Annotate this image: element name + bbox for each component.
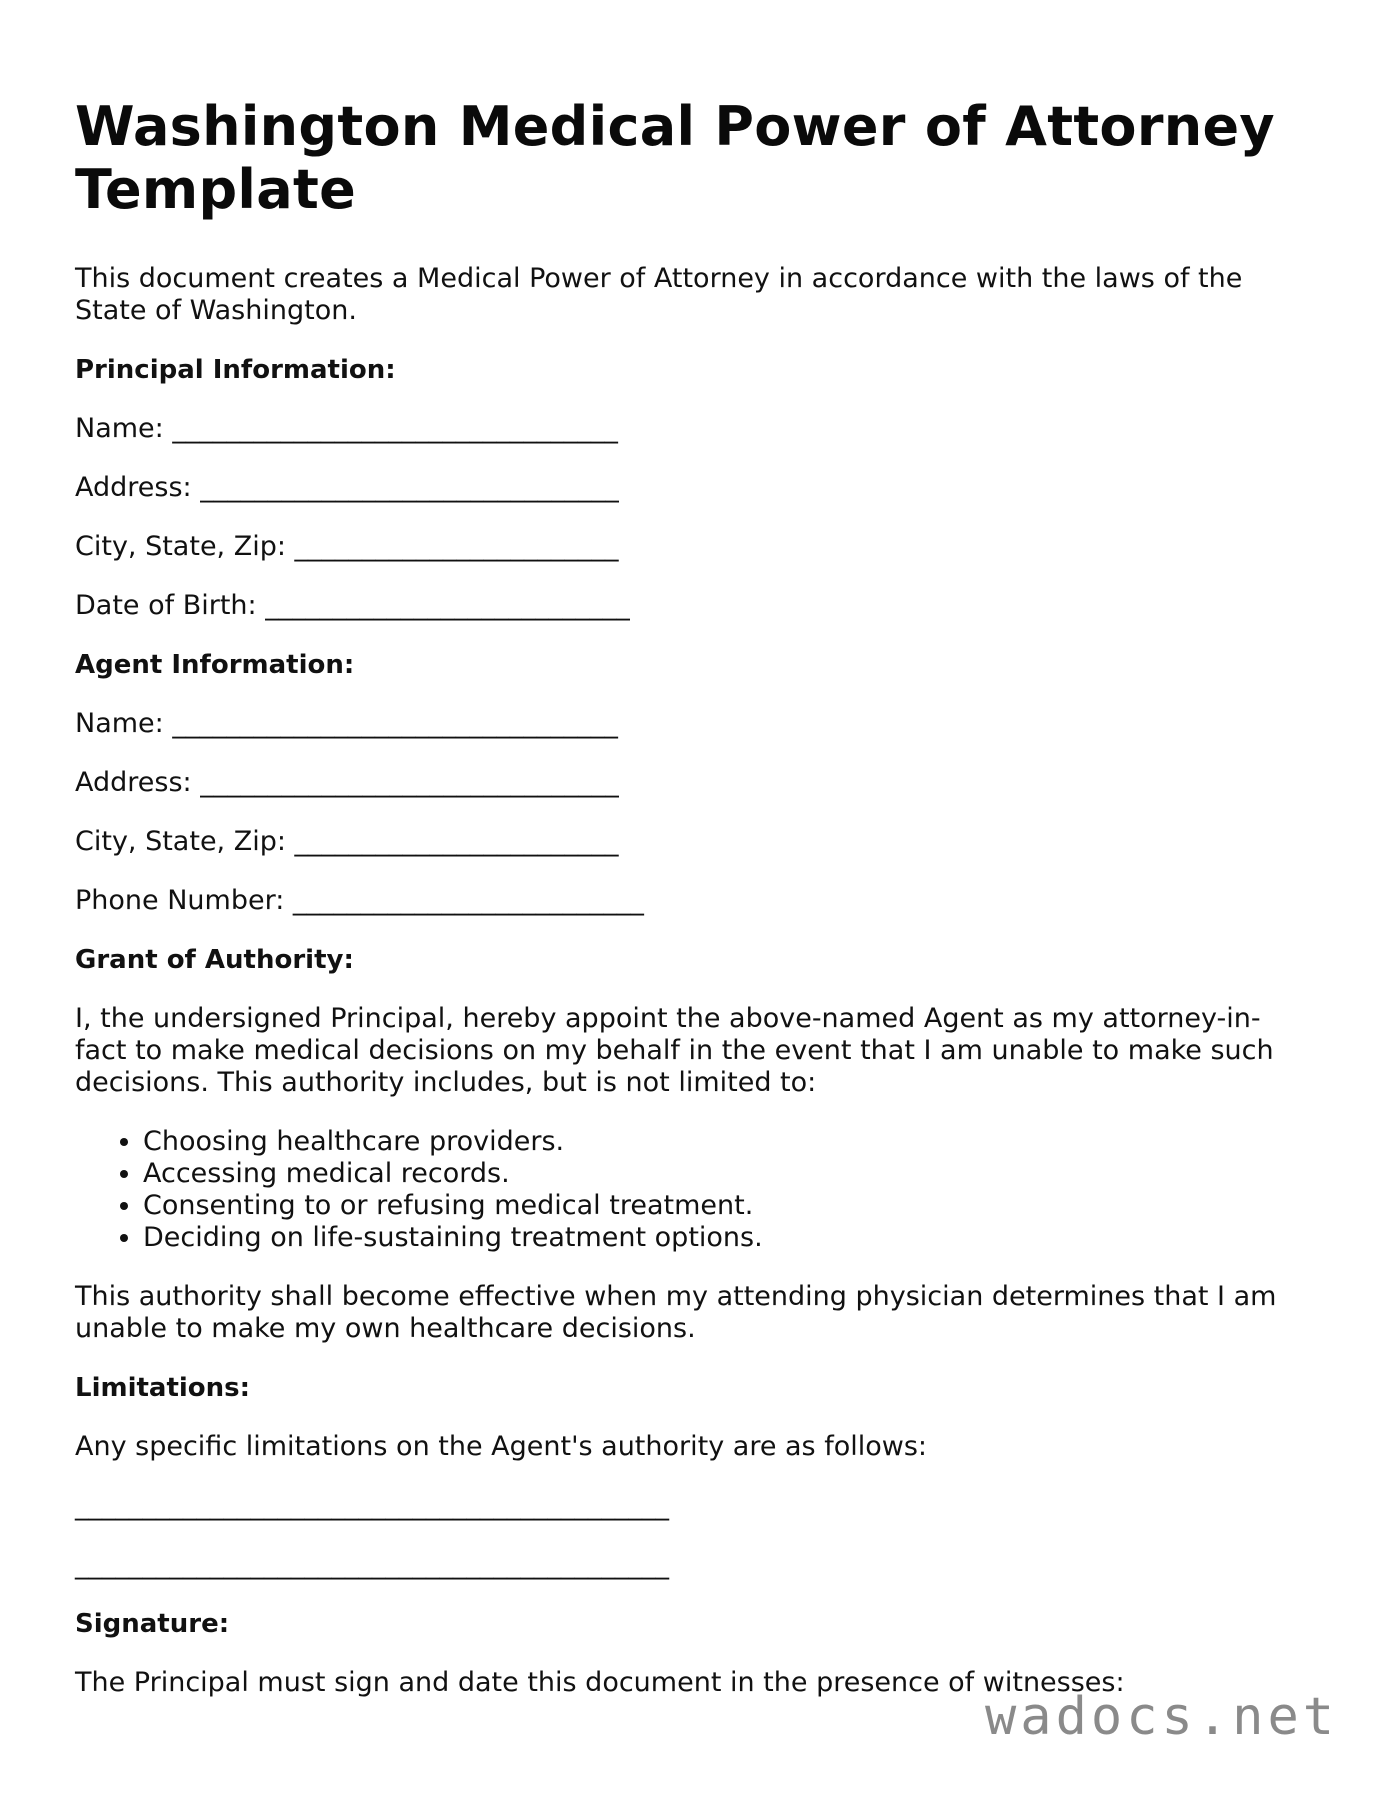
principal-heading: Principal Information: xyxy=(75,355,396,385)
document-page xyxy=(75,95,1305,1726)
signature-heading: Signature: xyxy=(75,1609,230,1639)
principal-name-field: Name: _________________________________ xyxy=(75,413,618,444)
limitations-heading: Limitations: xyxy=(75,1373,251,1403)
agent-name-field: Name: _________________________________ xyxy=(75,708,618,739)
list-item: • Deciding on life-sustaining treatment options. xyxy=(143,1222,1305,1254)
agent-phone-field: Phone Number: __________________________ xyxy=(75,885,644,916)
effective-paragraph: This authority shall become effective when my attending physician determines that I am unable to make my own healthcare decisions. xyxy=(75,1281,1277,1344)
limitations-blank-line-2: ____________________________________________ xyxy=(75,1549,669,1580)
authority-list xyxy=(75,1126,1305,1254)
principal-dob-field: Date of Birth: ___________________________ xyxy=(75,590,630,621)
limitations-blank-line-1: ____________________________________________ xyxy=(75,1490,669,1521)
agent-city-state-zip-field: City, State, Zip: ________________________ xyxy=(75,826,619,857)
list-item: • Choosing healthcare providers. xyxy=(143,1126,1305,1158)
watermark: wadocs.net xyxy=(985,1687,1339,1747)
agent-heading: Agent Information: xyxy=(75,650,355,680)
grant-heading: Grant of Authority: xyxy=(75,945,354,975)
document-title: Washington Medical Power of Attorney Template xyxy=(75,95,1275,221)
principal-address-field: Address: _______________________________ xyxy=(75,472,619,503)
principal-city-state-zip-field: City, State, Zip: ________________________ xyxy=(75,531,619,562)
grant-paragraph: I, the undersigned Principal, hereby appoint the above-named Agent as my attorney-in-fact to make medical decisions on my behalf in the event that I am unable to make such decisions. This authority includes, but is not limited to: xyxy=(75,1003,1274,1098)
list-item: • Accessing medical records. xyxy=(143,1158,1305,1190)
signature-paragraph: The Principal must sign and date this document in the presence of witnesses: xyxy=(75,1667,1125,1698)
limitations-paragraph: Any specific limitations on the Agent's authority are as follows: xyxy=(75,1431,928,1462)
agent-address-field: Address: _______________________________ xyxy=(75,767,619,798)
intro-paragraph: This document creates a Medical Power of Attorney in accordance with the laws of the State of Washington. xyxy=(75,263,1243,326)
list-item: • Consenting to or refusing medical treatment. xyxy=(143,1190,1305,1222)
